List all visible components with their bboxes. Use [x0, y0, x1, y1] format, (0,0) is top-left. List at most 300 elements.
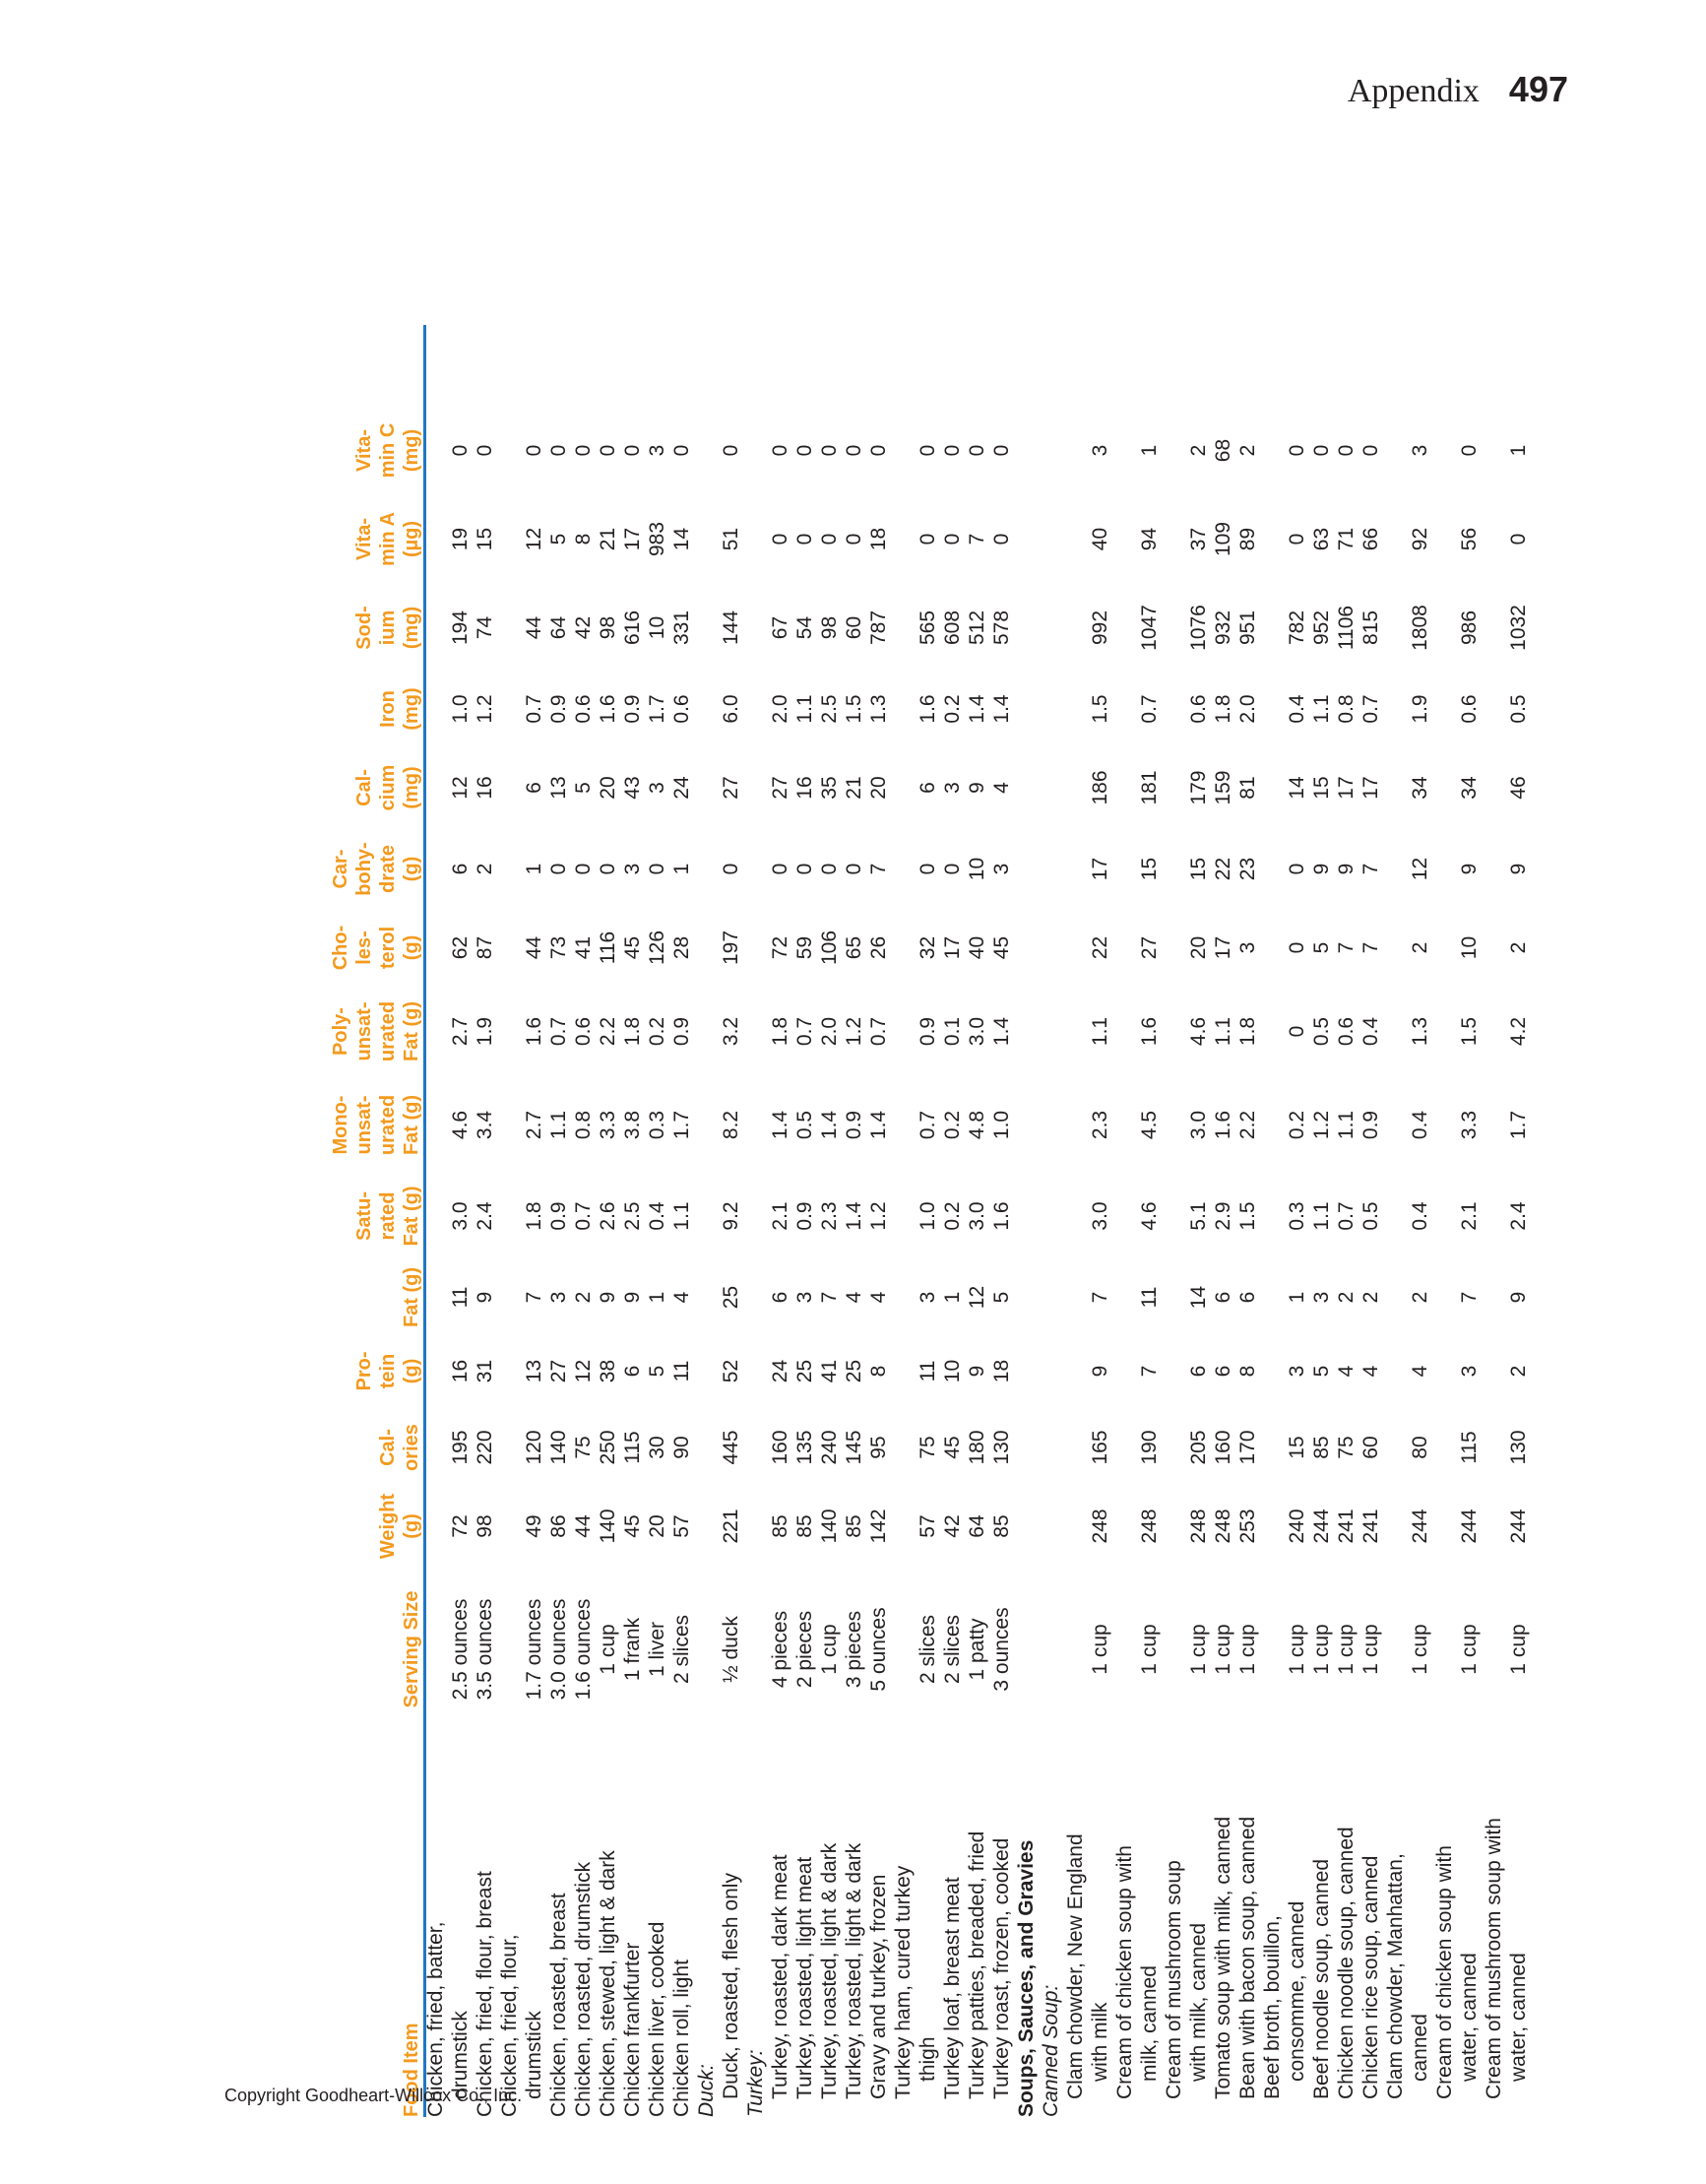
value-cell: 194: [449, 610, 472, 646]
value-cell: 170: [1236, 1430, 1259, 1465]
food-item-cell: Duck:: [695, 2064, 718, 2117]
value-cell: 6: [1212, 1291, 1234, 1304]
value-cell: 3: [941, 782, 964, 794]
value-cell: 3: [1409, 444, 1431, 457]
value-cell: 159: [1212, 770, 1234, 805]
value-cell: 3: [793, 1291, 816, 1304]
value-cell: 15: [1187, 857, 1210, 881]
value-cell: 2.2: [597, 1016, 619, 1047]
value-cell: 40: [966, 935, 988, 960]
food-item-cell: Turkey ham, cured turkey: [892, 1865, 915, 2099]
food-item-cell: Chicken, roasted, breast: [547, 1893, 570, 2117]
column-header: Food Item: [401, 2023, 422, 2117]
value-cell: 1: [523, 863, 545, 875]
value-cell: 0.7: [547, 1016, 570, 1047]
value-cell: 9: [966, 1365, 988, 1378]
value-cell: 85: [769, 1514, 791, 1538]
value-cell: 57: [916, 1514, 939, 1538]
value-cell: 0: [1458, 444, 1481, 457]
column-header: Sod- ium (mg): [353, 606, 422, 650]
value-cell: 1032: [1507, 605, 1530, 651]
value-cell: 0: [547, 444, 570, 457]
value-cell: 7: [1089, 1291, 1111, 1304]
value-cell: 1 cup: [597, 1624, 619, 1675]
page-header: [1348, 69, 1568, 110]
value-cell: 0: [843, 863, 865, 875]
value-cell: 41: [572, 935, 595, 960]
value-cell: 5: [990, 1291, 1013, 1304]
value-cell: 14: [1187, 1285, 1210, 1310]
value-cell: 25: [843, 1359, 865, 1383]
value-cell: 1 cup: [1236, 1624, 1259, 1675]
value-cell: 1: [941, 1291, 964, 1304]
value-cell: 0: [916, 444, 939, 457]
value-cell: 15: [1138, 857, 1161, 881]
value-cell: 45: [941, 1436, 964, 1459]
value-cell: 7: [1359, 863, 1382, 875]
value-cell: 1.6: [1212, 1110, 1234, 1140]
value-cell: 8: [1236, 1365, 1259, 1378]
value-cell: 86: [547, 1514, 570, 1538]
value-cell: 1 liver: [646, 1621, 668, 1678]
value-cell: 2: [474, 863, 496, 875]
food-item-cell: Turkey patties, breaded, fried: [966, 1831, 988, 2099]
value-cell: 2: [1335, 1291, 1358, 1304]
value-cell: 0: [867, 444, 890, 457]
value-cell: 0: [966, 444, 988, 457]
food-item-cell: Cream of mushroom soup with: [1483, 1818, 1505, 2099]
value-cell: 17: [1212, 935, 1234, 960]
value-cell: 67: [769, 615, 791, 640]
food-item-cell: Chicken roll, light: [670, 1959, 693, 2117]
food-item-cell: Chicken, fried, flour, breast: [474, 1871, 496, 2117]
value-cell: 126: [646, 930, 668, 966]
value-cell: 56: [1458, 527, 1481, 551]
value-cell: 54: [793, 615, 816, 640]
value-cell: 71: [1335, 527, 1358, 551]
value-cell: 160: [769, 1430, 791, 1465]
value-cell: 21: [843, 776, 865, 800]
value-cell: 109: [1212, 521, 1234, 557]
value-cell: 34: [1409, 776, 1431, 800]
value-cell: 6: [449, 863, 472, 875]
table-row: [940, 325, 965, 2117]
value-cell: 1.9: [1409, 694, 1431, 724]
value-cell: 0.6: [1335, 1016, 1358, 1047]
value-cell: 3.3: [597, 1110, 619, 1140]
food-item-cell: Beef broth, bouillon,: [1261, 1915, 1284, 2099]
value-cell: 5: [547, 533, 570, 546]
value-cell: 81: [1236, 776, 1259, 800]
value-cell: 0.5: [793, 1110, 816, 1140]
value-cell: 0.2: [941, 694, 964, 724]
value-cell: 95: [867, 1436, 890, 1459]
table-row: [522, 325, 546, 2117]
table-row: [1235, 325, 1260, 2117]
value-cell: 2: [1507, 1365, 1530, 1378]
value-cell: 13: [523, 1359, 545, 1383]
food-item-cell: Turkey:: [744, 2049, 767, 2117]
value-cell: 6: [1187, 1365, 1210, 1378]
value-cell: 1 cup: [1286, 1624, 1308, 1675]
value-cell: 27: [769, 776, 791, 800]
value-cell: 2 slices: [941, 1614, 964, 1685]
value-cell: 9: [597, 1291, 619, 1304]
value-cell: 2.5 ounces: [449, 1598, 472, 1701]
value-cell: 1: [1138, 444, 1161, 457]
value-cell: 4: [990, 782, 1013, 794]
value-cell: 115: [1458, 1431, 1481, 1464]
food-item-cell: Duck, roasted, flesh only: [720, 1873, 742, 2099]
table-row: [1088, 325, 1112, 2117]
value-cell: 0: [793, 533, 816, 546]
value-cell: 0: [1286, 1025, 1308, 1038]
value-cell: 6: [769, 1291, 791, 1304]
value-cell: 2: [1409, 941, 1431, 954]
value-cell: 0.6: [1187, 694, 1210, 724]
value-cell: 4.6: [1138, 1201, 1161, 1231]
value-cell: 6: [916, 782, 939, 794]
value-cell: 1.9: [474, 1016, 496, 1047]
table-row: [1309, 325, 1334, 2117]
table-row: [1260, 325, 1285, 2117]
value-cell: 0: [597, 863, 619, 875]
value-cell: 20: [597, 776, 619, 800]
value-cell: 0: [720, 444, 742, 457]
value-cell: 2.0: [1236, 694, 1259, 724]
food-item-cell: Canned Soup:: [1040, 1984, 1062, 2117]
value-cell: 1 cup: [1359, 1624, 1382, 1675]
value-cell: 11: [670, 1360, 693, 1382]
value-cell: 20: [1187, 935, 1210, 960]
table-row: [1285, 325, 1309, 2117]
value-cell: 3.0: [449, 1201, 472, 1231]
value-cell: 3: [621, 863, 644, 875]
value-cell: 248: [1212, 1509, 1234, 1544]
food-item-cell: Turkey, roasted, light & dark: [818, 1842, 841, 2099]
value-cell: 248: [1187, 1509, 1210, 1544]
value-cell: 0.9: [621, 694, 644, 724]
value-cell: 2.4: [1507, 1201, 1530, 1231]
food-item-cell: Turkey, roasted, dark meat: [769, 1854, 791, 2099]
value-cell: 10: [1458, 935, 1481, 960]
value-cell: 195: [449, 1430, 472, 1465]
value-cell: 12: [572, 1359, 595, 1383]
column-header: Serving Size: [401, 1590, 422, 1708]
value-cell: 6: [621, 1365, 644, 1378]
value-cell: 34: [1458, 776, 1481, 800]
value-cell: 6: [1236, 1291, 1259, 1304]
value-cell: 24: [670, 776, 693, 800]
value-cell: 7: [1359, 941, 1382, 954]
value-cell: 0.3: [646, 1110, 668, 1140]
value-cell: 13: [547, 776, 570, 800]
value-cell: 578: [990, 610, 1013, 646]
food-item-cell: thigh: [916, 2036, 939, 2082]
value-cell: 2.3: [818, 1201, 841, 1231]
value-cell: 983: [646, 521, 668, 557]
value-cell: 30: [646, 1436, 668, 1459]
food-item-cell: with milk, canned: [1187, 1922, 1210, 2082]
value-cell: 17: [1359, 776, 1382, 800]
value-cell: 565: [916, 610, 939, 646]
value-cell: 72: [449, 1514, 472, 1538]
table-row: [1039, 325, 1063, 2117]
value-cell: 24: [769, 1359, 791, 1383]
value-cell: 1.1: [670, 1201, 693, 1231]
value-cell: 1.1: [793, 694, 816, 724]
value-cell: 1.6: [990, 1201, 1013, 1231]
value-cell: 0.6: [572, 1016, 595, 1047]
value-cell: 60: [1359, 1436, 1382, 1459]
value-cell: 3.0 ounces: [547, 1598, 570, 1701]
value-cell: 8: [572, 533, 595, 546]
value-cell: 2.0: [818, 1016, 841, 1047]
food-item-cell: Turkey, roasted, light meat: [793, 1856, 816, 2099]
value-cell: 992: [1089, 610, 1111, 646]
value-cell: 87: [474, 935, 496, 960]
value-cell: 1.2: [867, 1201, 890, 1231]
value-cell: 0.9: [1359, 1110, 1382, 1140]
value-cell: 17: [621, 527, 644, 551]
value-cell: 241: [1359, 1509, 1382, 1544]
value-cell: 0: [990, 533, 1013, 546]
value-cell: 244: [1458, 1509, 1481, 1544]
table-row: [866, 325, 891, 2117]
value-cell: 0.9: [916, 1016, 939, 1047]
value-cell: 44: [523, 935, 545, 960]
column-header: Mono- unsat- urated Fat (g): [330, 1094, 422, 1156]
value-cell: 22: [1089, 935, 1111, 960]
column-header: Iron (mg): [377, 687, 422, 731]
food-item-cell: consomme, canned: [1286, 1900, 1308, 2082]
table-row: [1334, 325, 1358, 2117]
value-cell: 1.5: [1236, 1201, 1259, 1231]
value-cell: 17: [1335, 776, 1358, 800]
value-cell: 0.7: [1138, 694, 1161, 724]
value-cell: 0.6: [1458, 694, 1481, 724]
value-cell: 0.5: [1507, 694, 1530, 724]
value-cell: 0: [843, 533, 865, 546]
value-cell: 3: [916, 1291, 939, 1304]
value-cell: 46: [1507, 776, 1530, 800]
value-cell: 2: [1236, 444, 1259, 457]
value-cell: 89: [1236, 527, 1259, 551]
value-cell: 244: [1507, 1509, 1530, 1544]
value-cell: 41: [818, 1359, 841, 1383]
value-cell: 1808: [1409, 605, 1431, 651]
value-cell: 0: [818, 533, 841, 546]
value-cell: 6: [1212, 1365, 1234, 1378]
value-cell: 21: [597, 527, 619, 551]
value-cell: 43: [621, 776, 644, 800]
value-cell: 130: [1507, 1430, 1530, 1465]
value-cell: 12: [449, 776, 472, 800]
value-cell: 12: [1409, 857, 1431, 881]
value-cell: 135: [793, 1430, 816, 1465]
value-cell: 3: [1458, 1365, 1481, 1378]
value-cell: 0.8: [1335, 694, 1358, 724]
page-number: 497: [1508, 69, 1568, 109]
value-cell: 0.2: [941, 1110, 964, 1140]
value-cell: 0.2: [646, 1016, 668, 1047]
value-cell: 932: [1212, 610, 1234, 646]
value-cell: 952: [1310, 610, 1333, 646]
value-cell: 0: [670, 444, 693, 457]
value-cell: 241: [1335, 1509, 1358, 1544]
value-cell: 181: [1138, 770, 1161, 805]
value-cell: 9.2: [720, 1201, 742, 1231]
value-cell: 8: [867, 1365, 890, 1378]
value-cell: 45: [621, 1514, 644, 1538]
value-cell: 5: [1310, 941, 1333, 954]
value-cell: 951: [1236, 610, 1259, 646]
value-cell: 1.8: [523, 1201, 545, 1231]
value-cell: 0: [720, 863, 742, 875]
value-cell: 248: [1138, 1509, 1161, 1544]
value-cell: 1.1: [1310, 694, 1333, 724]
value-cell: 75: [1335, 1436, 1358, 1459]
value-cell: 140: [597, 1509, 619, 1544]
value-cell: 160: [1212, 1430, 1234, 1465]
value-cell: 4: [843, 1291, 865, 1304]
value-cell: 180: [966, 1430, 988, 1465]
value-cell: 2: [1409, 1291, 1431, 1304]
value-cell: 92: [1409, 527, 1431, 551]
value-cell: 3.8: [621, 1110, 644, 1140]
value-cell: 68: [1212, 438, 1234, 463]
value-cell: 0.4: [1286, 694, 1308, 724]
value-cell: 1047: [1138, 605, 1161, 651]
value-cell: 250: [597, 1430, 619, 1465]
table-row: [1186, 325, 1211, 2117]
table-row: [1457, 325, 1482, 2117]
value-cell: 4: [1359, 1365, 1382, 1378]
value-cell: 1.8: [621, 1016, 644, 1047]
table-row: [792, 325, 817, 2117]
value-cell: 4 pieces: [769, 1610, 791, 1689]
value-cell: 0: [941, 444, 964, 457]
food-item-cell: Chicken frankfurter: [621, 1942, 644, 2117]
value-cell: 0: [818, 444, 841, 457]
table-row: [620, 325, 645, 2117]
value-cell: 2: [572, 1291, 595, 1304]
table-row: [1014, 325, 1039, 2117]
value-cell: 2.2: [1236, 1110, 1259, 1140]
table-header: [315, 325, 423, 2117]
value-cell: 3: [646, 444, 668, 457]
food-item-cell: Chicken, stewed, light & dark: [597, 1850, 619, 2117]
value-cell: 3.0: [1187, 1110, 1210, 1140]
value-cell: 1.5: [1458, 1016, 1481, 1047]
value-cell: 0: [1507, 533, 1530, 546]
value-cell: 11: [1138, 1286, 1161, 1309]
food-item-cell: drumstick: [523, 2011, 545, 2099]
value-cell: 144: [720, 610, 742, 646]
table-row: [1112, 325, 1137, 2117]
table-row: [669, 325, 694, 2117]
value-cell: 0: [793, 444, 816, 457]
value-cell: 40: [1089, 527, 1111, 551]
value-cell: 0: [1286, 533, 1308, 546]
food-item-cell: Chicken, roasted, drumstick: [572, 1861, 595, 2117]
value-cell: 49: [523, 1514, 545, 1538]
food-item-cell: Turkey roast, frozen, cooked: [990, 1837, 1013, 2099]
food-item-cell: Bean with bacon soup, canned: [1236, 1816, 1259, 2099]
table-row: [1383, 325, 1408, 2117]
table-row: [1408, 325, 1432, 2117]
value-cell: 10: [966, 857, 988, 881]
value-cell: 72: [769, 935, 791, 960]
value-cell: 3: [1236, 941, 1259, 954]
food-item-cell: Gravy and turkey, frozen: [867, 1874, 890, 2099]
value-cell: 0.9: [547, 1201, 570, 1231]
value-cell: 0.9: [793, 1201, 816, 1231]
value-cell: 220: [474, 1430, 496, 1465]
value-cell: 57: [670, 1514, 693, 1538]
value-cell: 9: [1310, 863, 1333, 875]
value-cell: 0: [572, 444, 595, 457]
value-cell: 0.4: [1359, 1016, 1382, 1047]
value-cell: 165: [1089, 1430, 1111, 1465]
value-cell: 0: [990, 444, 1013, 457]
value-cell: 0.9: [843, 1110, 865, 1140]
value-cell: 3: [990, 863, 1013, 875]
value-cell: 3.4: [474, 1110, 496, 1140]
value-cell: 4.6: [1187, 1016, 1210, 1047]
value-cell: 5 ounces: [867, 1607, 890, 1692]
value-cell: 15: [474, 527, 496, 551]
value-cell: 4.8: [966, 1110, 988, 1140]
value-cell: 0: [449, 444, 472, 457]
value-cell: 98: [474, 1514, 496, 1538]
value-cell: 35: [818, 776, 841, 800]
value-cell: 0.7: [916, 1110, 939, 1140]
value-cell: 0: [818, 863, 841, 875]
value-cell: 10: [646, 615, 668, 640]
value-cell: 106: [818, 930, 841, 966]
value-cell: 17: [941, 935, 964, 960]
value-cell: 0: [646, 863, 668, 875]
value-cell: 10: [941, 1359, 964, 1383]
value-cell: 608: [941, 610, 964, 646]
value-cell: 27: [1138, 935, 1161, 960]
value-cell: 18: [990, 1359, 1013, 1383]
value-cell: 9: [1089, 1365, 1111, 1378]
value-cell: 1.6: [523, 1016, 545, 1047]
value-cell: 0.5: [1310, 1016, 1333, 1047]
food-item-cell: Beef noodle soup, canned: [1310, 1858, 1333, 2099]
value-cell: 0: [916, 863, 939, 875]
table-row: [768, 325, 792, 2117]
value-cell: 0: [1286, 444, 1308, 457]
value-cell: 3: [1089, 444, 1111, 457]
table-row: [1482, 325, 1506, 2117]
value-cell: 244: [1310, 1509, 1333, 1544]
value-cell: 85: [793, 1514, 816, 1538]
value-cell: ½ duck: [720, 1616, 742, 1683]
value-cell: 2.4: [474, 1201, 496, 1231]
value-cell: 1 cup: [1138, 1624, 1161, 1675]
food-item-cell: Chicken liver, cooked: [646, 1921, 668, 2117]
value-cell: 9: [1507, 863, 1530, 875]
value-cell: 75: [572, 1436, 595, 1459]
value-cell: 986: [1458, 610, 1481, 646]
value-cell: 1.4: [843, 1201, 865, 1231]
value-cell: 1.1: [1335, 1110, 1358, 1140]
value-cell: 3 pieces: [843, 1610, 865, 1689]
food-item-cell: Clam chowder, New England: [1064, 1833, 1087, 2099]
